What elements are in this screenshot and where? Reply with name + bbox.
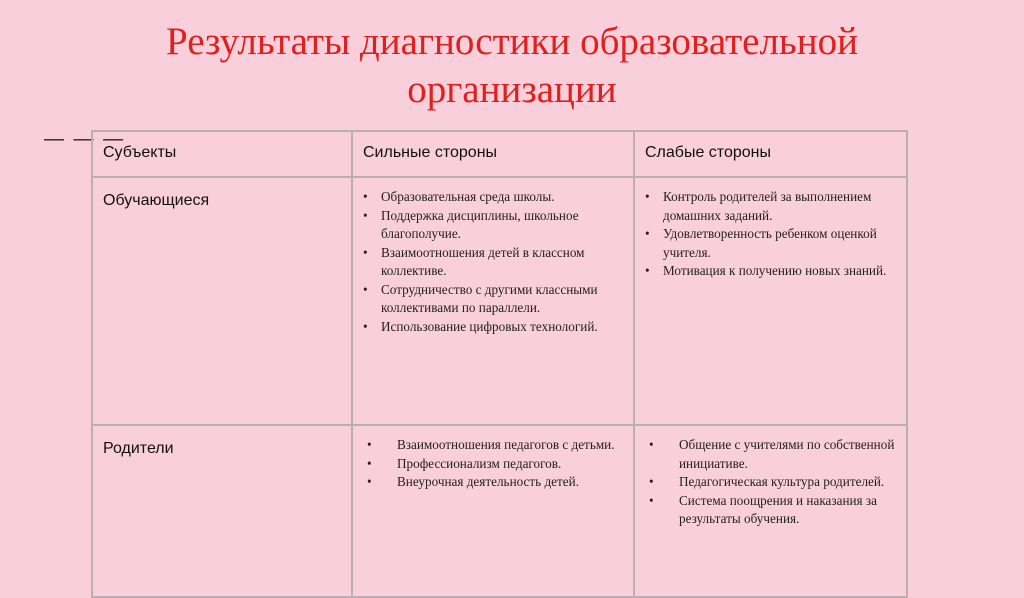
list-item: • Образовательная среда школы. (363, 188, 625, 207)
list-item: • Внеурочная деятельность детей. (363, 473, 625, 492)
weaknesses-list-students (635, 178, 906, 287)
header-weaknesses: Слабые стороны (634, 131, 907, 177)
slide-title-line2: организации (407, 68, 617, 111)
weaknesses-cell-students (634, 177, 907, 425)
subject-parents: Родители (92, 425, 352, 597)
header-strengths: Сильные стороны (352, 131, 634, 177)
list-item: • Использование цифровых технологий. (363, 318, 625, 337)
strengths-cell-students (352, 177, 634, 425)
list-item: • Профессионализм педагогов. (363, 455, 625, 474)
table-header-row (92, 131, 907, 177)
table-row-students (92, 177, 907, 425)
weaknesses-cell-parents (634, 425, 907, 597)
list-item: • Система поощрения и наказания за результаты обучения. (645, 492, 898, 529)
header-subjects: Субъекты (92, 131, 352, 177)
decorative-dashes: — — — (44, 128, 126, 150)
list-item: • Педагогическая культура родителей. (645, 473, 898, 492)
diagnostics-table (91, 130, 908, 598)
slide-title (0, 18, 1024, 114)
slide-title-line1: Результаты диагностики образовательной (166, 20, 858, 63)
list-item: • Взаимоотношения детей в классном коллективе. (363, 244, 625, 281)
weaknesses-list-parents (635, 426, 906, 535)
list-item: • Общение с учителями по собственной инициативе. (645, 436, 898, 473)
list-item: • Взаимоотношения педагогов с детьми. (363, 436, 625, 455)
strengths-list-students (353, 178, 633, 342)
list-item: • Поддержка дисциплины, школьное благополучие. (363, 207, 625, 244)
list-item: • Мотивация к получению новых знаний. (645, 262, 898, 281)
strengths-cell-parents (352, 425, 634, 597)
table-row-parents (92, 425, 907, 597)
list-item: • Удовлетворенность ребенком оценкой учителя. (645, 225, 898, 262)
list-item: • Контроль родителей за выполнением домашних заданий. (645, 188, 898, 225)
list-item: • Сотрудничество с другими классными коллективами по параллели. (363, 281, 625, 318)
strengths-list-parents (353, 426, 633, 498)
subject-students: Обучающиеся (92, 177, 352, 425)
